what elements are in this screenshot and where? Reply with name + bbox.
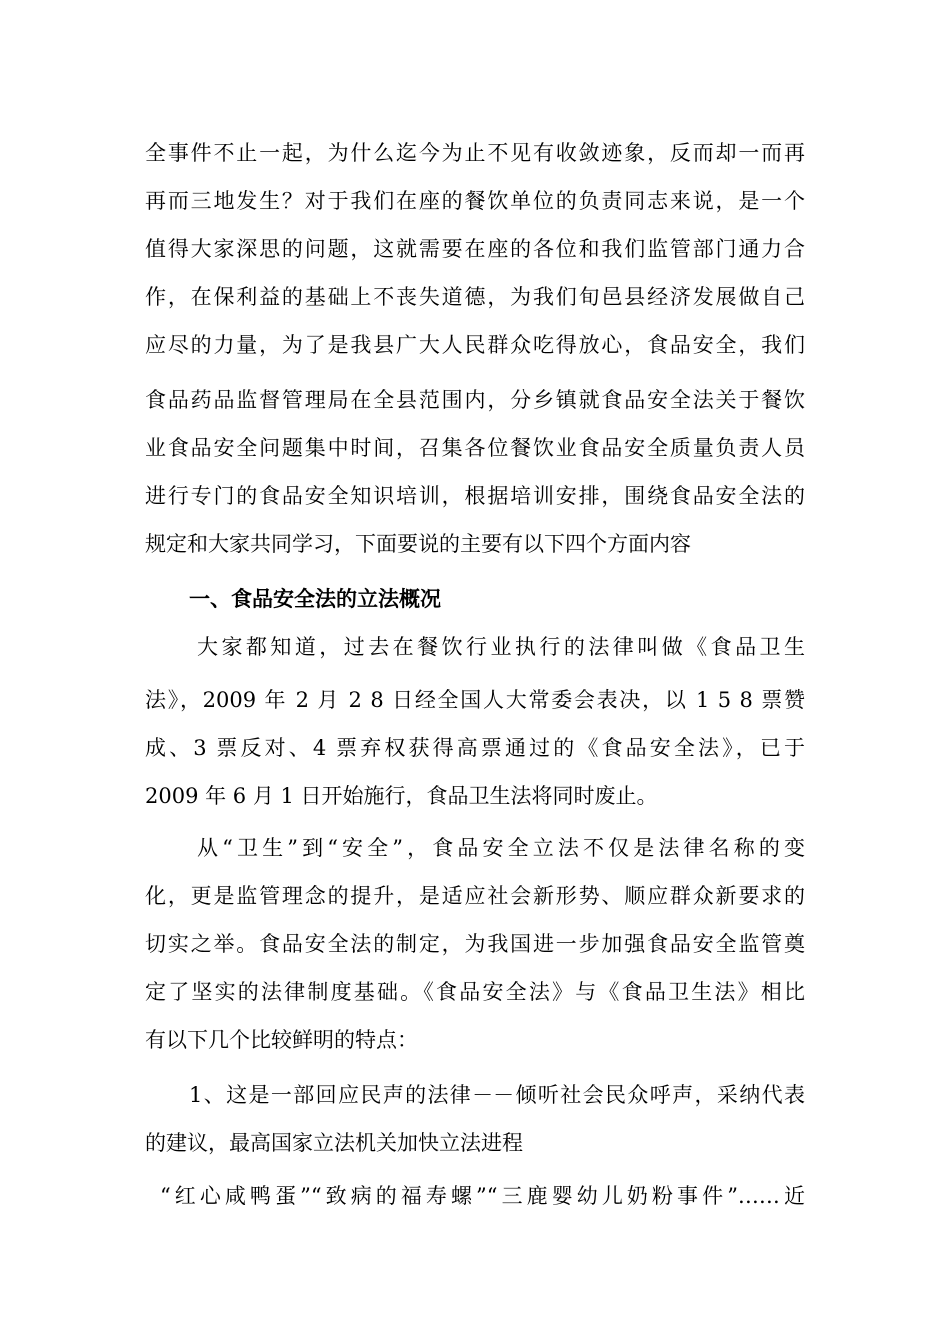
body-line: 值得大家深思的问题，这就需要在座的各位和我们监管部门通力合 (145, 237, 805, 261)
body-line: 从“卫生”到“安全”，食品安全立法不仅是法律名称的变 (197, 836, 805, 860)
body-line: 食品药品监督管理局在全县范围内，分乡镇就食品安全法关于餐饮 (145, 388, 805, 412)
body-line: 法》，2009 年 2 月 2 8 日经全国人大常委会表决，以 1 5 8 票赞 (145, 688, 805, 712)
body-line: 全事件不止一起，为什么迄今为止不见有收敛迹象，反而却一而再 (145, 141, 805, 165)
body-line: 成、3 票反对、4 票弃权获得高票通过的《食品安全法》，已于 (145, 736, 805, 760)
body-line: 作，在保利益的基础上不丧失道德，为我们旬邑县经济发展做自己 (145, 285, 805, 309)
body-line: 化，更是监管理念的提升，是适应社会新形势、顺应群众新要求的 (145, 884, 805, 908)
body-line: 2009 年 6 月 1 日开始施行，食品卫生法将同时废止。 (145, 784, 658, 808)
body-line: 应尽的力量，为了是我县广大人民群众吃得放心，食品安全，我们 (145, 333, 805, 357)
section-heading: 一、食品安全法的立法概况 (189, 586, 441, 611)
list-item: 1、这是一部回应民声的法律－－倾听社会民众呼声，采纳代表 (189, 1083, 805, 1107)
body-line: 切实之举。食品安全法的制定，为我国进一步加强食品安全监管奠 (145, 932, 805, 956)
body-line: “红心咸鸭蛋”“致病的福寿螺”“三鹿婴幼儿奶粉事件”……近 (160, 1184, 805, 1208)
body-line: 大家都知道，过去在餐饮行业执行的法律叫做《食品卫生 (197, 635, 805, 659)
body-line: 进行专门的食品安全知识培训，根据培训安排，围绕食品安全法的 (145, 484, 805, 508)
body-line: 有以下几个比较鲜明的特点： (145, 1028, 418, 1052)
body-line: 定了坚实的法律制度基础。《食品安全法》与《食品卫生法》相比 (145, 980, 805, 1004)
body-line: 业食品安全问题集中时间，召集各位餐饮业食品安全质量负责人员 (145, 436, 805, 460)
body-line: 规定和大家共同学习，下面要说的主要有以下四个方面内容 (145, 532, 691, 556)
body-line: 的建议，最高国家立法机关加快立法进程 (145, 1131, 523, 1155)
body-line: 再而三地发生？对于我们在座的餐饮单位的负责同志来说，是一个 (145, 189, 805, 213)
